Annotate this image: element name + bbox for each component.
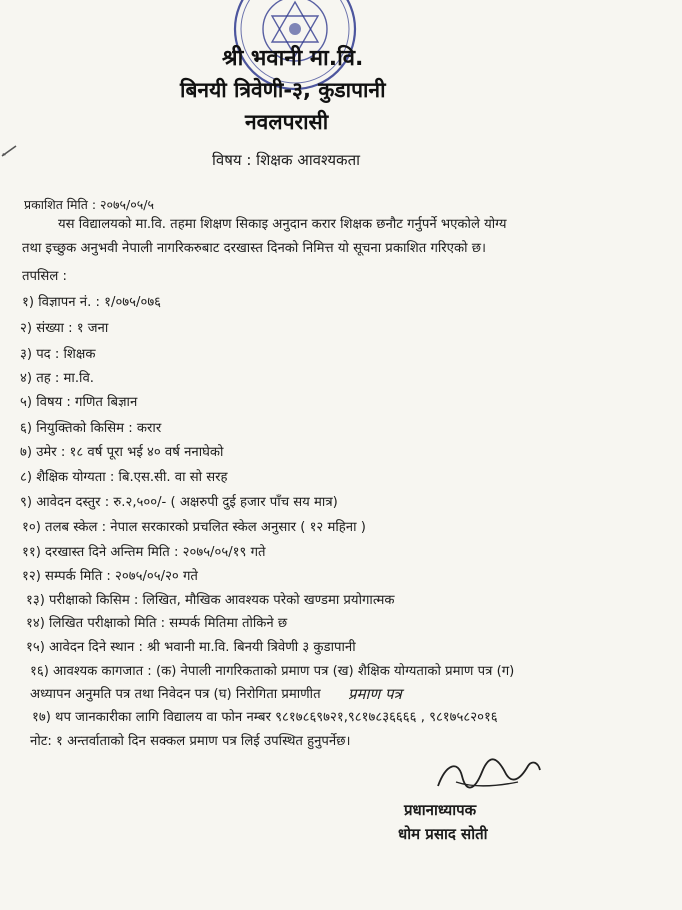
list-item: १३) परीक्षाको किसिम : लिखित, मौखिक आवश्यक परेको खण्डमा प्रयोगात्मक <box>26 593 395 608</box>
list-item: ८) शैक्षिक योग्यता : बि.एस.सी. वा सो सरह <box>20 470 228 485</box>
list-item: ५) विषय : गणित बिज्ञान <box>20 395 138 410</box>
list-item: अध्यापन अनुमति पत्र तथा निवेदन पत्र (घ) निरोगिता प्रमाणीत <box>30 687 321 702</box>
note: नोट: १ अन्तर्वाताको दिन सक्कल प्रमाण पत्र लिई उपस्थित हुनुपर्नेछ। <box>30 734 351 749</box>
list-item: २) संख्या : १ जना <box>20 321 109 336</box>
list-item: १६) आवश्यक कागजात : (क) नेपाली नागरिकताको प्रमाण पत्र (ख) शैक्षिक योग्यताको प्रमाण पत्र (ग) <box>30 664 515 679</box>
list-item: ९) आवेदन दस्तुर : रु.२,५००/- ( अक्षरुपी दुई हजार पाँच सय मात्र) <box>20 495 338 510</box>
intro-line-1: यस विद्यालयको मा.वि. तहमा शिक्षण सिकाइ अनुदान करार शिक्षक छनौट गर्नुपर्ने भएकोले योग्य <box>58 217 507 232</box>
list-item: १) विज्ञापन नं. : १/०७५/०७६ <box>22 295 162 310</box>
list-item: १४) लिखित परीक्षाको मिति : सम्पर्क मितिमा तोकिने छ <box>26 616 288 631</box>
signatory-title: प्रधानाध्यापक <box>404 801 477 819</box>
published-date: प्रकाशित मिति : २०७५/०५/५ <box>24 197 154 212</box>
signatory-name: धोम प्रसाद सोती <box>398 825 488 843</box>
list-item: १२) सम्पर्क मिति : २०७५/०५/२० गते <box>22 569 198 584</box>
list-item: ७) उमेर : १८ वर्ष पूरा भई ४० वर्ष ननाघेको <box>20 445 224 460</box>
list-item: १७) थप जानकारीका लागि विद्यालय वा फोन नम्बर ९८१७८६९७२१,९८१७८३६६६६ , ९८१७५८२०१६ <box>32 710 498 725</box>
details-heading: तपसिल : <box>22 269 67 284</box>
list-item: ३) पद : शिक्षक <box>20 347 96 362</box>
school-address: बिनयी त्रिवेणी-३, कुडापानी <box>180 78 386 102</box>
list-item: ४) तह : मा.वि. <box>20 371 94 386</box>
list-item: १५) आवेदन दिने स्थान : श्री भवानी मा.वि. बिनयी त्रिवेणी ३ कुडापानी <box>26 640 356 655</box>
pen-mark-icon <box>0 140 20 160</box>
intro-line-2: तथा इच्छुक अनुभवी नेपाली नागरिकरुबाट दरखास्त दिनको निमित्त यो सूचना प्रकाशित गरिएको छ। <box>22 241 486 256</box>
school-district: नवलपरासी <box>245 110 329 134</box>
handwritten-addition: प्रमाण पत्र <box>348 685 402 703</box>
school-name: श्री भवानी मा.वि. <box>222 46 364 71</box>
list-item: ११) दरखास्त दिने अन्तिम मिति : २०७५/०५/१९ गते <box>22 545 266 560</box>
list-item: १०) तलब स्केल : नेपाल सरकारको प्रचलित स्केल अनुसार ( १२ महिना ) <box>22 520 366 535</box>
list-item: ६) नियुक्तिको किसिम : करार <box>20 421 162 436</box>
signature-icon <box>428 752 548 800</box>
notice-subject: विषय : शिक्षक आवश्यकता <box>212 151 361 169</box>
